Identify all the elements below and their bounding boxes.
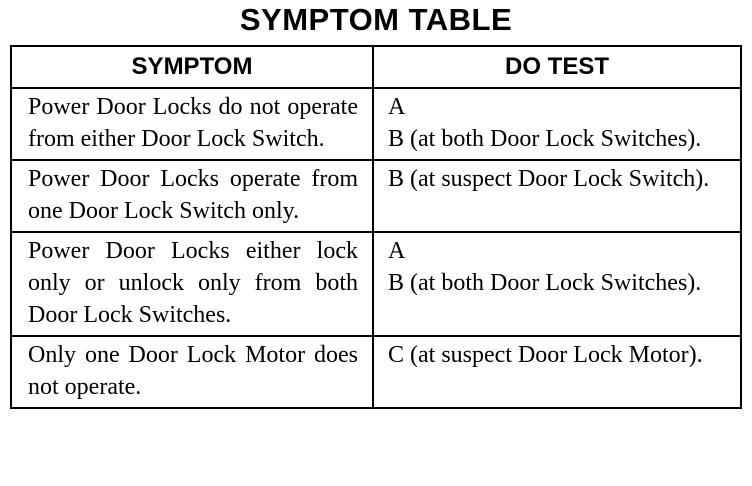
do-test-cell bbox=[373, 336, 741, 408]
do-test-column-header: DO TEST bbox=[373, 46, 741, 88]
symptom-cell bbox=[11, 336, 373, 408]
symptom-text: Power Door Locks either lock only or unlock only from both Door Lock Switches. bbox=[28, 238, 358, 328]
test-item: B (at suspect Door Lock Switch). bbox=[388, 166, 710, 192]
symptom-text: Power Door Locks do not operate from either Door Lock Switch. bbox=[28, 94, 358, 152]
symptom-text: Power Door Locks operate from one Door Lock Switch only. bbox=[28, 166, 358, 224]
test-item: B (at both Door Lock Switches). bbox=[388, 126, 702, 152]
table-row bbox=[11, 336, 741, 408]
page-title: SYMPTOM TABLE bbox=[239, 2, 513, 37]
symptom-table bbox=[10, 45, 742, 409]
symptom-cell bbox=[11, 88, 373, 160]
table-row bbox=[11, 160, 741, 232]
test-item: C (at suspect Door Lock Motor). bbox=[388, 342, 703, 368]
symptom-cell bbox=[11, 232, 373, 336]
do-test-cell bbox=[373, 160, 741, 232]
test-item: A bbox=[388, 94, 406, 120]
table-header-row bbox=[11, 46, 741, 88]
test-item: A bbox=[388, 238, 406, 264]
do-test-cell bbox=[373, 88, 741, 160]
do-test-cell bbox=[373, 232, 741, 336]
test-item: B (at both Door Lock Switches). bbox=[388, 270, 702, 296]
table-row bbox=[11, 232, 741, 336]
table-row bbox=[11, 88, 741, 160]
symptom-column-header: SYMPTOM bbox=[11, 46, 373, 88]
symptom-cell bbox=[11, 160, 373, 232]
symptom-text: Only one Door Lock Motor does not operate. bbox=[28, 342, 358, 400]
